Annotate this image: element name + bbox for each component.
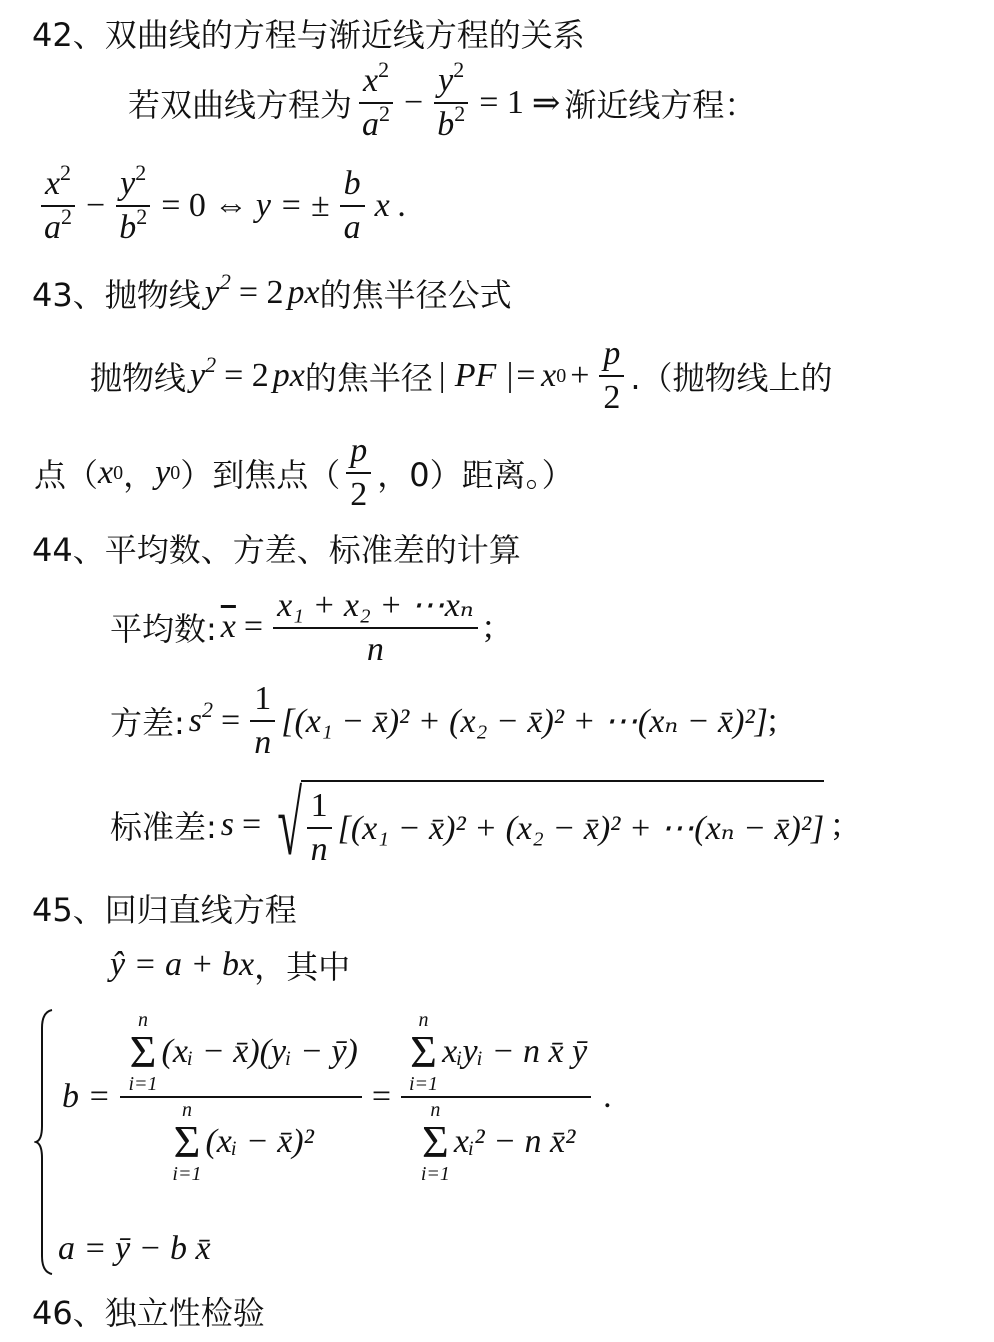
plus: + <box>570 357 590 394</box>
sum-bottom: i=1 <box>128 1073 158 1095</box>
asymptote-label: 渐近线方程： <box>564 86 757 124</box>
b: b <box>119 209 137 246</box>
sum-icon: n Σ i=1 <box>420 1099 450 1185</box>
equals-2: = 2 <box>238 274 284 311</box>
sum-top: n <box>137 1009 148 1031</box>
sum-top: n <box>430 1099 441 1121</box>
stddev-bracket: [(x₁ − x̄)² + (x₂ − x̄)² + ⋯(xₙ − x̄)²] <box>337 810 825 847</box>
equals: = <box>371 1078 391 1115</box>
stddev-formula <box>110 775 842 874</box>
px: px <box>287 274 320 311</box>
semicolon: ; <box>483 608 494 645</box>
fraction-p-2 <box>599 335 624 417</box>
sum-top: n <box>181 1099 192 1121</box>
b: b <box>343 165 361 202</box>
point-line: 点（ x 0 ， y 0 ）到焦点（ $\frac{p}{2}$ ，0）距离。） <box>34 432 574 513</box>
sum-icon: n Σ i=1 <box>409 1009 439 1095</box>
line-tail: .（抛物线上的 <box>630 359 833 397</box>
two: 2 <box>603 379 621 416</box>
parabola-label: 抛物线 <box>90 359 187 397</box>
equals: = <box>243 608 264 645</box>
sum-icon: n Σ i=1 <box>128 1009 158 1095</box>
mean-formula: 平均数: $\overline{x}$ = $\frac{\text{x₁ + x₂ + ⋯xₙ}}{n}$ ; <box>110 587 494 668</box>
s: s <box>220 806 235 843</box>
sum-bottom: i=1 <box>420 1163 450 1185</box>
where-text: ，其中 <box>254 948 351 986</box>
implies-symbol: ⇒ <box>531 85 561 122</box>
a: a <box>362 106 380 143</box>
hyperbola-equation-line <box>128 57 757 144</box>
fraction-p-2 <box>346 432 371 514</box>
fraction-x2-a2: $\frac{x^2}{a^2}$ <box>358 62 394 144</box>
a-equation: a = ȳ − b x̄ <box>58 1230 211 1267</box>
equals-2: = 2 <box>224 357 269 394</box>
fraction-y2-b2: $\frac{y^2}{b^2}$ <box>115 165 151 247</box>
sum-bottom: i=1 <box>172 1163 202 1185</box>
x0: x <box>541 357 557 394</box>
px: px <box>272 357 305 394</box>
minus: − <box>404 84 424 121</box>
b-fraction-1 <box>120 1010 361 1184</box>
denominator-2: xᵢ² − n x̄² <box>453 1123 576 1160</box>
denominator-1: (xᵢ − x̄)² <box>205 1123 314 1160</box>
period: . <box>603 1078 612 1115</box>
mean-numerator: x₁ + x₂ + ⋯xₙ <box>277 587 474 624</box>
heading-43-post: 的焦半径公式 <box>319 276 512 314</box>
numerator-2: xᵢyᵢ − n x̄ ȳ <box>442 1033 588 1070</box>
n: n <box>366 631 384 668</box>
one-over-n <box>307 787 332 869</box>
fraction-x2-a2: $\frac{x^2}{a^2}$ <box>40 165 76 247</box>
semicolon: ; <box>832 806 842 843</box>
sum-icon: n Σ i=1 <box>172 1099 202 1185</box>
y-equals: y = ± <box>255 187 330 224</box>
sum-bottom: i=1 <box>409 1073 439 1095</box>
y: y <box>120 165 136 202</box>
equals-one: = 1 <box>479 84 524 121</box>
mean-fraction <box>273 585 478 669</box>
focal-radius-line: 抛物线 $y^2$ = 2 px 的焦半径 | PF |= x 0 + $\frac{p}{2}$ .（抛物线上的 <box>90 335 833 416</box>
left-brace-icon <box>34 1008 54 1276</box>
fraction-b-a <box>340 165 365 247</box>
heading-43: 43、抛物线 $y^2$ = 2 px 的焦半径公式 <box>32 269 512 314</box>
point-text: 点（ <box>34 456 99 494</box>
a-formula <box>58 1230 211 1268</box>
y0: y <box>155 454 171 491</box>
equals-zero: = 0 <box>161 187 206 224</box>
equals: = <box>221 702 241 739</box>
x: x <box>44 165 61 202</box>
comma: ， <box>123 456 156 494</box>
sum-top: n <box>418 1009 429 1031</box>
equals: = <box>242 806 262 843</box>
regression-equation: ŷ = a + bx <box>110 946 255 983</box>
intro-text: 若双曲线方程为 <box>128 86 353 124</box>
b: b <box>437 106 455 143</box>
focal-radius-label: 的焦半径 <box>304 359 433 397</box>
heading-43-pre: 43、抛物线 <box>32 276 201 314</box>
heading-42: 42、双曲线的方程与渐近线方程的关系 <box>32 16 585 54</box>
semicolon: ; <box>767 702 778 739</box>
b-formula <box>58 1010 612 1184</box>
fraction-y2-b2: $\frac{y^2}{b^2}$ <box>433 62 469 144</box>
x0: x <box>98 454 114 491</box>
heading-46: 46、独立性检验 <box>32 1294 265 1332</box>
regression-line <box>110 942 350 988</box>
n: n <box>254 724 272 761</box>
one: 1 <box>307 787 332 829</box>
one-over-n <box>250 680 275 762</box>
mean-label: 平均数: <box>110 610 217 648</box>
asymptote-equation-line <box>34 160 411 247</box>
x: x <box>362 62 379 99</box>
one: 1 <box>250 680 275 722</box>
y: y <box>438 62 454 99</box>
focus-text: ）到焦点（ <box>180 456 341 494</box>
variance-bracket: [(x₁ − x̄)² + (x₂ − x̄)² + ⋯(xₙ − x̄)²] <box>281 703 768 740</box>
b-fraction-2 <box>401 1010 591 1184</box>
a: a <box>44 209 61 246</box>
two: 2 <box>350 476 368 513</box>
heading-45: 45、回归直线方程 <box>32 891 297 929</box>
pf-abs: | PF |= <box>436 357 538 394</box>
n: n <box>310 831 328 868</box>
square-root: √ $\frac{1}{n}$ [(x₁ − x̄)² + (x₂ − x̄)² + ⋯(xₙ − x̄)²] <box>277 775 825 874</box>
p: p <box>350 432 368 469</box>
b-equals: b = <box>62 1078 111 1115</box>
x-end: x . <box>374 187 407 224</box>
p: p <box>603 335 621 372</box>
numerator-1: (xᵢ − x̄)(yᵢ − ȳ) <box>161 1033 358 1070</box>
minus: − <box>86 187 106 224</box>
heading-44: 44、平均数、方差、标准差的计算 <box>32 531 521 569</box>
distance-text: ，0）距离。） <box>377 456 574 494</box>
stddev-label: 标准差: <box>110 808 217 846</box>
a: a <box>343 209 361 246</box>
variance-label: 方差: <box>110 704 185 742</box>
iff-symbol: ⇔ <box>213 187 248 224</box>
variance-formula: 方差: $s^2$ = $\frac{1}{n}$ [(x₁ − x̄)² + (x₂ − x̄)² + ⋯(xₙ − x̄)²] ; <box>110 680 778 761</box>
